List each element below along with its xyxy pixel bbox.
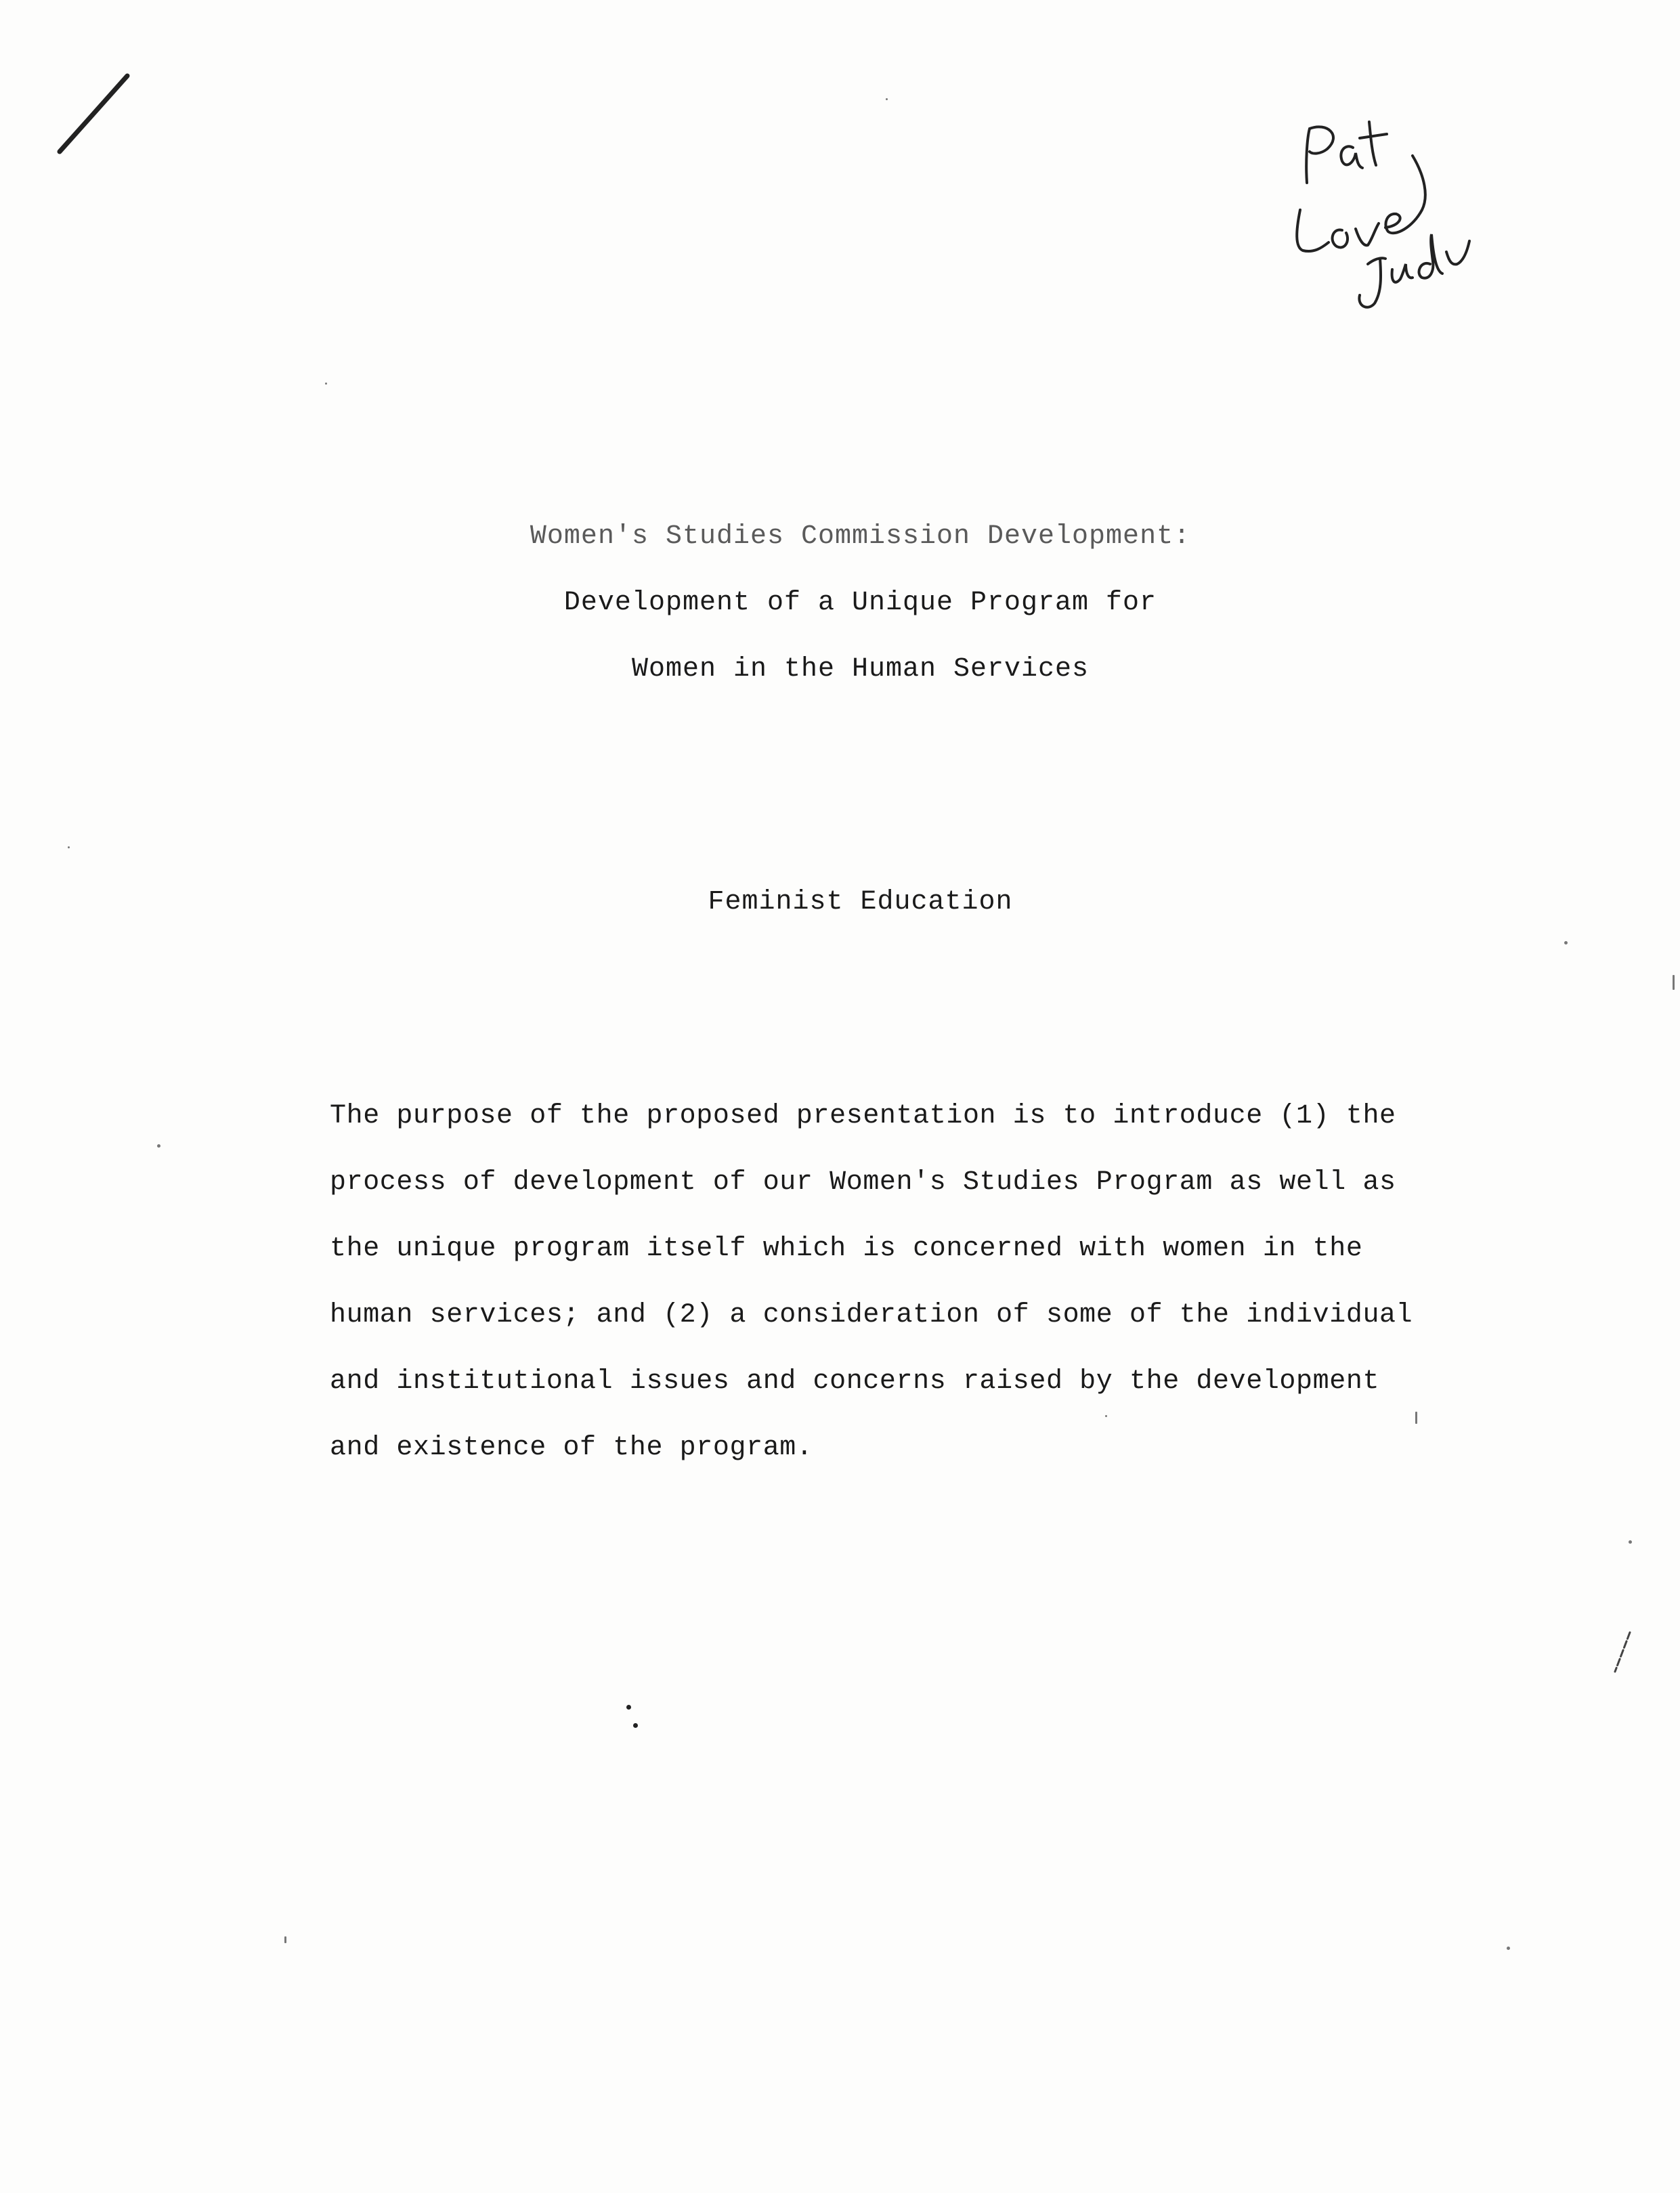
scan-speck (1673, 975, 1675, 990)
title-line-1: Women's Studies Commission Development: (530, 521, 1191, 552)
title-line-2: Development of a Unique Program for (563, 588, 1157, 618)
scan-speck (68, 846, 70, 848)
body-paragraph (330, 1083, 1440, 1481)
scan-speck (626, 1705, 631, 1710)
body-line: process of development of our Women's Studies Program as well as (330, 1167, 1396, 1198)
pen-slash-mark (47, 68, 135, 162)
body-line: human services; and (2) a consideration of some of the individual (330, 1300, 1413, 1330)
scan-speck (1564, 941, 1568, 944)
pen-tick-mark (1608, 1628, 1635, 1682)
body-line: and institutional issues and concerns raised by the development (330, 1366, 1380, 1397)
scan-speck (1105, 1415, 1107, 1417)
title-line-3: Women in the Human Services (631, 654, 1090, 685)
body-line: the unique program itself which is concerned with women in the (330, 1234, 1363, 1264)
handwritten-signature (1280, 108, 1483, 318)
scan-speck (1629, 1540, 1632, 1544)
scan-speck (886, 98, 888, 100)
scan-speck (633, 1723, 638, 1728)
section-heading: Feminist Education (708, 887, 1013, 917)
scan-speck (1415, 1412, 1417, 1424)
scan-speck (284, 1936, 286, 1943)
scan-speck (157, 1144, 160, 1148)
body-line: The purpose of the proposed presentation is to introduce (1) the (330, 1101, 1396, 1131)
scan-speck (325, 383, 327, 385)
body-line: and existence of the program. (330, 1433, 813, 1463)
scan-speck (1507, 1947, 1510, 1950)
